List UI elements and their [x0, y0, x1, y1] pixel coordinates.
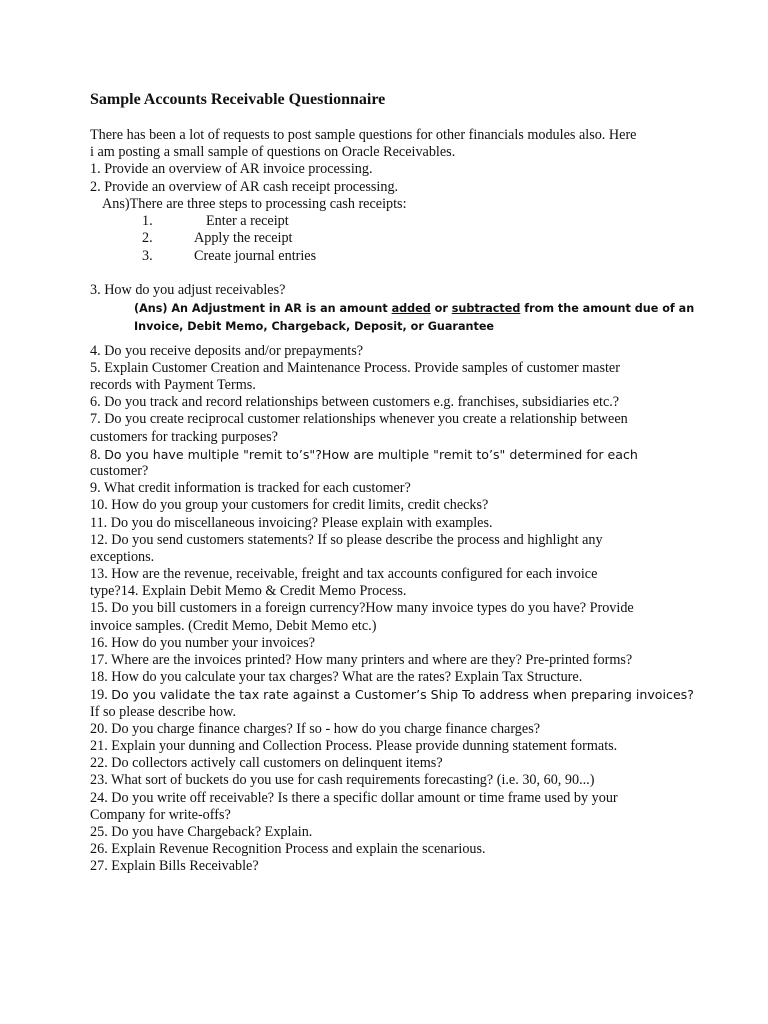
answer-3-line-1 — [90, 300, 695, 318]
question-8-number: 8. — [90, 446, 105, 463]
document-body — [90, 127, 695, 875]
answer-step-3 — [90, 248, 690, 266]
step-text: Apply the receipt — [194, 230, 293, 247]
answer-3-suffix: from the amount due of an — [520, 301, 695, 315]
question-9: 9. What credit information is tracked for each customer? — [90, 480, 411, 497]
question-19-line-1 — [90, 686, 694, 704]
question-21: 21. Explain your dunning and Collection Process. Please provide dunning statement formats. — [90, 737, 618, 754]
question-15-line-2: invoice samples. (Credit Memo, Debit Memo etc.) — [90, 617, 377, 634]
question-23: 23. What sort of buckets do you use for cash requirements forecasting? (i.e. 30, 60, 90...) — [90, 772, 595, 789]
question-5-line-2: records with Payment Terms. — [90, 377, 256, 393]
answer-3-or: or — [430, 301, 452, 315]
question-18: 18. How do you calculate your tax charges? What are the rates? Explain Tax Structure. — [90, 669, 583, 686]
answer-3-line-2 — [90, 318, 690, 336]
step-number: 2. — [142, 230, 153, 247]
question-15-line-1: 15. Do you bill customers in a foreign currency?How many invoice types do you have? Provide — [90, 600, 634, 617]
question-27: 27. Explain Bills Receivable? — [90, 858, 259, 875]
step-text: Enter a receipt — [206, 212, 289, 229]
question-19-text: Do you validate the tax rate against a Customer’s Ship To address when preparing invoices? — [111, 687, 694, 703]
question-8-text: Do you have multiple "remit to’s"?How are multiple "remit to’s" determined for each — [104, 446, 638, 462]
question-26: 26. Explain Revenue Recognition Process and explain the scenarious. — [90, 841, 486, 858]
question-13-line-2: type?14. Explain Debit Memo & Credit Memo Process. — [90, 583, 407, 600]
question-19-line-2: If so please describe how. — [90, 703, 237, 720]
question-8-line-1 — [90, 446, 690, 463]
question-4: 4. Do you receive deposits and/or prepayments? — [90, 342, 364, 359]
question-19-number: 19. — [90, 687, 112, 704]
question-11: 11. Do you do miscellaneous invoicing? Please explain with examples. — [90, 514, 493, 531]
question-1: 1. Provide an overview of AR invoice processing. — [90, 161, 373, 178]
question-10: 10. How do you group your customers for credit limits, credit checks? — [90, 497, 489, 514]
intro-line-2: i am posting a small sample of questions on Oracle Receivables. — [90, 144, 456, 161]
question-7-line-2: customers for tracking purposes? — [90, 428, 278, 445]
intro-line-1: There has been a lot of requests to post sample questions for other financials modules also. Here — [90, 127, 637, 143]
question-20: 20. Do you charge finance charges? If so - how do you charge finance charges? — [90, 720, 541, 737]
blank-line — [90, 336, 690, 343]
answer-2: Ans)There are three steps to processing cash receipts: — [102, 195, 407, 212]
blank-line — [90, 265, 690, 282]
answer-3-line-2-text: Invoice, Debit Memo, Chargeback, Deposit, or Guarantee — [134, 319, 494, 333]
question-5-line-1: 5. Explain Customer Creation and Maintenance Process. Provide samples of customer master — [90, 359, 620, 376]
answer-3-subtracted: subtracted — [451, 301, 521, 315]
question-13-line-1: 13. How are the revenue, receivable, freight and tax accounts configured for each invoice — [90, 566, 598, 583]
question-17: 17. Where are the invoices printed? How many printers and where are they? Pre-printed forms? — [90, 652, 633, 668]
question-25: 25. Do you have Chargeback? Explain. — [90, 823, 313, 840]
question-12-line-1: 12. Do you send customers statements? If so please describe the process and highlight any — [90, 531, 603, 548]
question-24-line-2: Company for write-offs? — [90, 806, 231, 823]
page-title: Sample Accounts Receivable Questionnaire — [90, 91, 386, 108]
answer-step-1 — [90, 213, 690, 231]
question-8-line-2: customer? — [90, 462, 149, 479]
question-16: 16. How do you number your invoices? — [90, 634, 315, 651]
question-22: 22. Do collectors actively call customers on delinquent items? — [90, 755, 443, 772]
answer-3-prefix: (Ans) An Adjustment in AR is an amount — [134, 301, 392, 315]
step-number: 1. — [142, 212, 153, 229]
question-3: 3. How do you adjust receivables? — [90, 282, 286, 299]
step-text: Create journal entries — [194, 247, 317, 264]
question-7-line-1: 7. Do you create reciprocal customer relationships whenever you create a relationship between — [90, 411, 628, 428]
answer-step-2 — [90, 230, 690, 248]
question-24-line-1: 24. Do you write off receivable? Is there a specific dollar amount or time frame used by your — [90, 789, 618, 806]
question-2: 2. Provide an overview of AR cash receipt processing. — [90, 178, 399, 195]
answer-3-added: added — [391, 301, 431, 315]
step-number: 3. — [142, 247, 153, 264]
question-12-line-2: exceptions. — [90, 548, 155, 565]
question-6: 6. Do you track and record relationships between customers e.g. franchises, subsidiaries etc.? — [90, 394, 620, 411]
